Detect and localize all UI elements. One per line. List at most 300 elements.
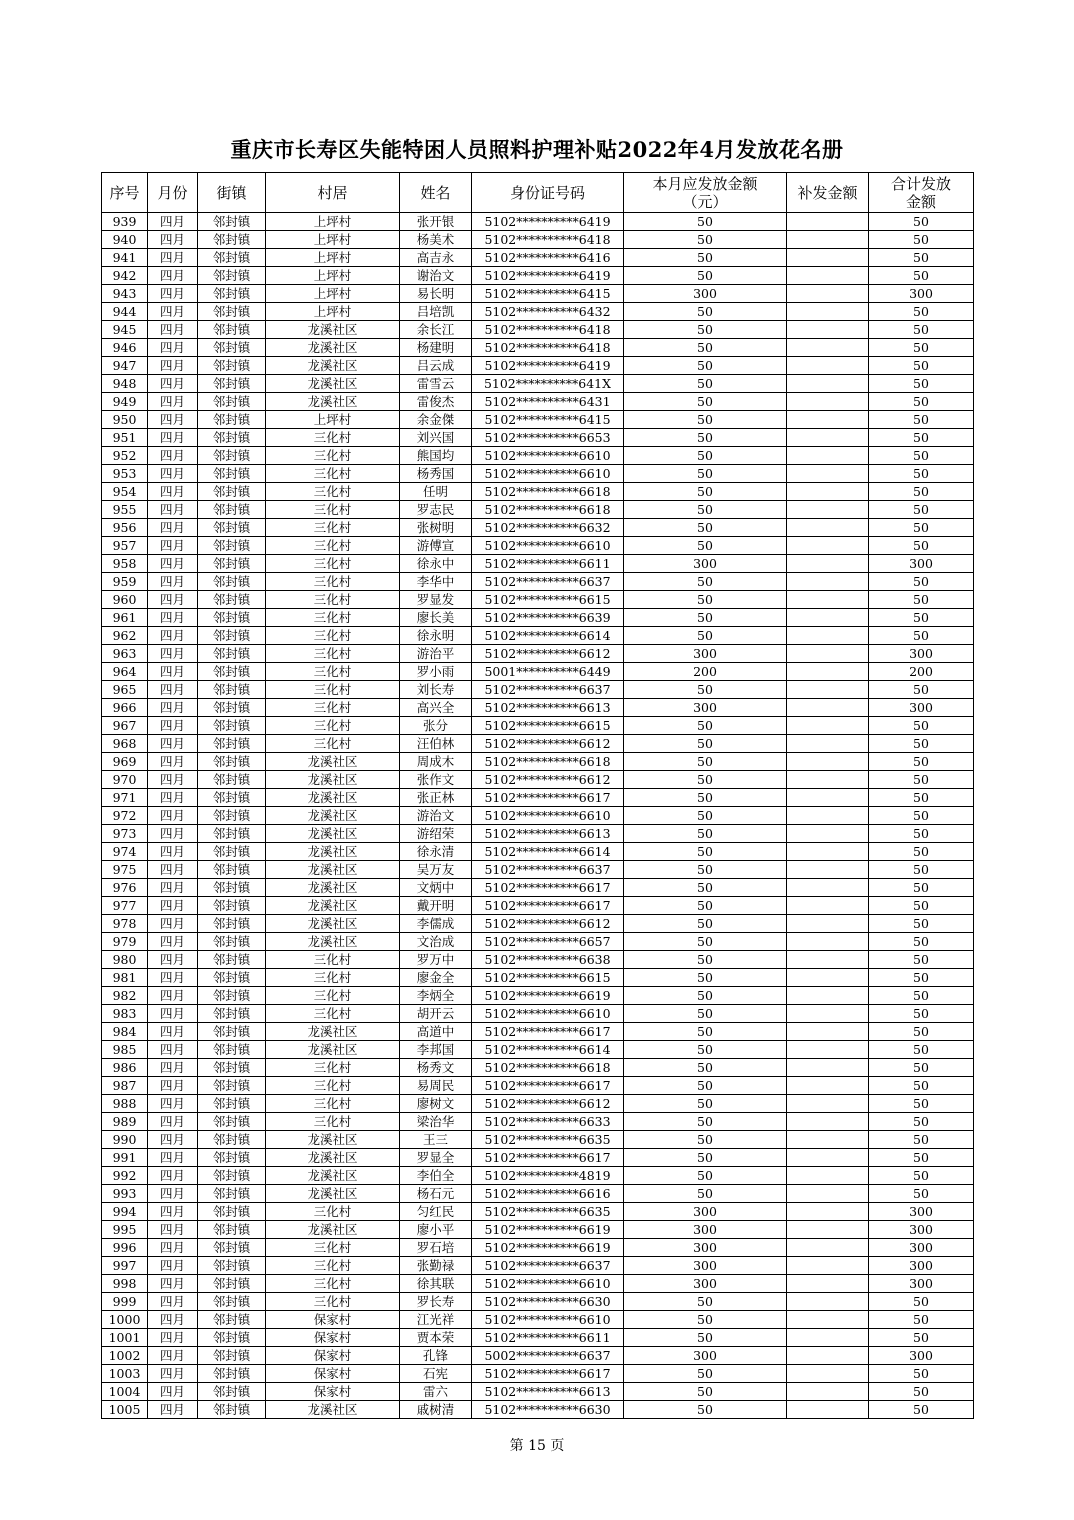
cell-town: 邻封镇: [198, 1329, 266, 1347]
cell-total-amount: 50: [869, 1005, 974, 1023]
cell-village: 龙溪社区: [266, 753, 400, 771]
cell-town: 邻封镇: [198, 609, 266, 627]
cell-total-amount: 50: [869, 969, 974, 987]
cell-total-amount: 50: [869, 1113, 974, 1131]
cell-monthly-amount: 50: [624, 411, 787, 429]
cell-town: 邻封镇: [198, 501, 266, 519]
cell-village: 三化村: [266, 951, 400, 969]
cell-supplement-amount: [787, 735, 869, 753]
cell-index: 979: [102, 933, 148, 951]
cell-monthly-amount: 50: [624, 843, 787, 861]
cell-month: 四月: [148, 717, 198, 735]
cell-month: 四月: [148, 303, 198, 321]
cell-total-amount: 50: [869, 465, 974, 483]
table-row: [102, 1293, 974, 1311]
cell-town: 邻封镇: [198, 447, 266, 465]
cell-town: 邻封镇: [198, 429, 266, 447]
cell-month: 四月: [148, 1131, 198, 1149]
cell-id-number: 5102**********6610: [472, 1311, 624, 1329]
cell-town: 邻封镇: [198, 1221, 266, 1239]
cell-monthly-amount: 50: [624, 1023, 787, 1041]
cell-index: 943: [102, 285, 148, 303]
cell-id-number: 5102**********6611: [472, 1329, 624, 1347]
cell-month: 四月: [148, 735, 198, 753]
cell-supplement-amount: [787, 1257, 869, 1275]
cell-town: 邻封镇: [198, 735, 266, 753]
cell-index: 964: [102, 663, 148, 681]
cell-village: 龙溪社区: [266, 771, 400, 789]
table-row: [102, 573, 974, 591]
cell-month: 四月: [148, 1005, 198, 1023]
cell-village: 三化村: [266, 699, 400, 717]
cell-village: 三化村: [266, 501, 400, 519]
cell-name: 李炳全: [400, 987, 472, 1005]
cell-month: 四月: [148, 1365, 198, 1383]
cell-total-amount: 50: [869, 1149, 974, 1167]
cell-total-amount: 300: [869, 645, 974, 663]
cell-index: 939: [102, 213, 148, 231]
header-town: 街镇: [198, 173, 266, 213]
table-row: [102, 1329, 974, 1347]
cell-month: 四月: [148, 1401, 198, 1419]
cell-town: 邻封镇: [198, 699, 266, 717]
cell-name: 廖小平: [400, 1221, 472, 1239]
cell-month: 四月: [148, 771, 198, 789]
cell-name: 江光祥: [400, 1311, 472, 1329]
table-row: [102, 645, 974, 663]
cell-supplement-amount: [787, 717, 869, 735]
cell-total-amount: 300: [869, 699, 974, 717]
cell-town: 邻封镇: [198, 1257, 266, 1275]
cell-town: 邻封镇: [198, 483, 266, 501]
table-row: [102, 699, 974, 717]
cell-total-amount: 50: [869, 321, 974, 339]
cell-id-number: 5102**********6613: [472, 1383, 624, 1401]
cell-index: 957: [102, 537, 148, 555]
cell-supplement-amount: [787, 969, 869, 987]
cell-name: 孔锋: [400, 1347, 472, 1365]
cell-village: 龙溪社区: [266, 861, 400, 879]
cell-name: 周成木: [400, 753, 472, 771]
cell-total-amount: 50: [869, 1059, 974, 1077]
cell-monthly-amount: 50: [624, 1401, 787, 1419]
cell-village: 三化村: [266, 519, 400, 537]
cell-name: 罗显全: [400, 1149, 472, 1167]
cell-month: 四月: [148, 1239, 198, 1257]
cell-index: 985: [102, 1041, 148, 1059]
cell-village: 龙溪社区: [266, 321, 400, 339]
cell-id-number: 5102**********6618: [472, 483, 624, 501]
cell-name: 罗长寿: [400, 1293, 472, 1311]
table-row: [102, 1221, 974, 1239]
cell-monthly-amount: 50: [624, 465, 787, 483]
cell-index: 944: [102, 303, 148, 321]
cell-monthly-amount: 50: [624, 1185, 787, 1203]
cell-id-number: 5102**********6419: [472, 357, 624, 375]
cell-town: 邻封镇: [198, 771, 266, 789]
cell-monthly-amount: 50: [624, 933, 787, 951]
cell-town: 邻封镇: [198, 807, 266, 825]
cell-id-number: 5102**********6418: [472, 339, 624, 357]
cell-village: 三化村: [266, 1005, 400, 1023]
cell-month: 四月: [148, 339, 198, 357]
cell-index: 986: [102, 1059, 148, 1077]
cell-index: 973: [102, 825, 148, 843]
cell-id-number: 5102**********6613: [472, 699, 624, 717]
cell-name: 罗小雨: [400, 663, 472, 681]
cell-monthly-amount: 50: [624, 717, 787, 735]
cell-month: 四月: [148, 321, 198, 339]
cell-village: 三化村: [266, 447, 400, 465]
cell-supplement-amount: [787, 591, 869, 609]
cell-id-number: 5102**********6611: [472, 555, 624, 573]
cell-index: 990: [102, 1131, 148, 1149]
cell-id-number: 5102**********641X: [472, 375, 624, 393]
cell-name: 胡开云: [400, 1005, 472, 1023]
cell-id-number: 5102**********6431: [472, 393, 624, 411]
cell-monthly-amount: 50: [624, 879, 787, 897]
header-monthly-amount: 本月应发放金额（元）: [624, 173, 787, 213]
cell-town: 邻封镇: [198, 519, 266, 537]
cell-village: 保家村: [266, 1365, 400, 1383]
cell-index: 971: [102, 789, 148, 807]
cell-month: 四月: [148, 1203, 198, 1221]
cell-id-number: 5102**********6653: [472, 429, 624, 447]
cell-supplement-amount: [787, 699, 869, 717]
cell-index: 1005: [102, 1401, 148, 1419]
cell-town: 邻封镇: [198, 1275, 266, 1293]
cell-month: 四月: [148, 951, 198, 969]
table-row: [102, 537, 974, 555]
cell-supplement-amount: [787, 1131, 869, 1149]
cell-town: 邻封镇: [198, 1113, 266, 1131]
cell-id-number: 5102**********6612: [472, 735, 624, 753]
cell-id-number: 5102**********6418: [472, 231, 624, 249]
cell-town: 邻封镇: [198, 825, 266, 843]
cell-id-number: 5102**********6633: [472, 1113, 624, 1131]
cell-monthly-amount: 50: [624, 1131, 787, 1149]
cell-index: 972: [102, 807, 148, 825]
table-row: [102, 375, 974, 393]
cell-village: 龙溪社区: [266, 825, 400, 843]
cell-monthly-amount: 50: [624, 735, 787, 753]
cell-id-number: 5102**********6416: [472, 249, 624, 267]
cell-total-amount: 50: [869, 339, 974, 357]
cell-month: 四月: [148, 861, 198, 879]
cell-supplement-amount: [787, 663, 869, 681]
cell-supplement-amount: [787, 483, 869, 501]
cell-monthly-amount: 300: [624, 555, 787, 573]
cell-supplement-amount: [787, 1023, 869, 1041]
table-row: [102, 393, 974, 411]
cell-month: 四月: [148, 267, 198, 285]
table-row: [102, 591, 974, 609]
cell-village: 龙溪社区: [266, 933, 400, 951]
cell-total-amount: 50: [869, 789, 974, 807]
table-row: [102, 609, 974, 627]
table-row: [102, 681, 974, 699]
table-row: [102, 951, 974, 969]
cell-village: 保家村: [266, 1311, 400, 1329]
table-row: [102, 501, 974, 519]
cell-month: 四月: [148, 1221, 198, 1239]
cell-village: 上坪村: [266, 249, 400, 267]
cell-total-amount: 300: [869, 1239, 974, 1257]
cell-index: 999: [102, 1293, 148, 1311]
table-row: [102, 465, 974, 483]
table-row: [102, 1275, 974, 1293]
cell-monthly-amount: 50: [624, 573, 787, 591]
cell-town: 邻封镇: [198, 1095, 266, 1113]
cell-total-amount: 50: [869, 933, 974, 951]
cell-month: 四月: [148, 1347, 198, 1365]
cell-name: 任明: [400, 483, 472, 501]
cell-index: 978: [102, 915, 148, 933]
cell-name: 雷六: [400, 1383, 472, 1401]
cell-supplement-amount: [787, 519, 869, 537]
cell-town: 邻封镇: [198, 843, 266, 861]
cell-total-amount: 50: [869, 357, 974, 375]
cell-village: 龙溪社区: [266, 1149, 400, 1167]
cell-monthly-amount: 50: [624, 1095, 787, 1113]
cell-village: 上坪村: [266, 231, 400, 249]
cell-supplement-amount: [787, 465, 869, 483]
cell-monthly-amount: 300: [624, 1347, 787, 1365]
cell-name: 张分: [400, 717, 472, 735]
cell-total-amount: 50: [869, 951, 974, 969]
cell-supplement-amount: [787, 501, 869, 519]
table-row: [102, 933, 974, 951]
cell-month: 四月: [148, 591, 198, 609]
cell-monthly-amount: 50: [624, 951, 787, 969]
cell-id-number: 5102**********6632: [472, 519, 624, 537]
cell-id-number: 5102**********6617: [472, 1149, 624, 1167]
cell-index: 955: [102, 501, 148, 519]
cell-index: 980: [102, 951, 148, 969]
cell-name: 张作文: [400, 771, 472, 789]
table-row: [102, 897, 974, 915]
cell-town: 邻封镇: [198, 339, 266, 357]
cell-village: 三化村: [266, 1257, 400, 1275]
cell-village: 三化村: [266, 969, 400, 987]
cell-village: 龙溪社区: [266, 897, 400, 915]
cell-name: 李儒成: [400, 915, 472, 933]
cell-supplement-amount: [787, 1347, 869, 1365]
table-row: [102, 357, 974, 375]
cell-id-number: 5102**********6419: [472, 213, 624, 231]
cell-village: 三化村: [266, 1059, 400, 1077]
cell-village: 三化村: [266, 987, 400, 1005]
cell-monthly-amount: 50: [624, 357, 787, 375]
table-row: [102, 915, 974, 933]
cell-name: 匀红民: [400, 1203, 472, 1221]
cell-id-number: 5102**********6617: [472, 1023, 624, 1041]
cell-month: 四月: [148, 915, 198, 933]
cell-name: 刘长寿: [400, 681, 472, 699]
cell-id-number: 5102**********6616: [472, 1185, 624, 1203]
cell-month: 四月: [148, 663, 198, 681]
cell-total-amount: 50: [869, 717, 974, 735]
cell-village: 三化村: [266, 1077, 400, 1095]
cell-village: 三化村: [266, 573, 400, 591]
table-row: [102, 1131, 974, 1149]
cell-total-amount: 50: [869, 771, 974, 789]
cell-village: 龙溪社区: [266, 915, 400, 933]
cell-supplement-amount: [787, 1383, 869, 1401]
cell-month: 四月: [148, 537, 198, 555]
cell-village: 三化村: [266, 429, 400, 447]
cell-month: 四月: [148, 447, 198, 465]
cell-total-amount: 50: [869, 1365, 974, 1383]
cell-id-number: 5102**********6618: [472, 1059, 624, 1077]
cell-month: 四月: [148, 681, 198, 699]
cell-index: 977: [102, 897, 148, 915]
cell-monthly-amount: 50: [624, 1293, 787, 1311]
cell-monthly-amount: 50: [624, 915, 787, 933]
cell-village: 上坪村: [266, 213, 400, 231]
cell-supplement-amount: [787, 771, 869, 789]
cell-town: 邻封镇: [198, 303, 266, 321]
cell-name: 易周民: [400, 1077, 472, 1095]
cell-total-amount: 50: [869, 987, 974, 1005]
cell-index: 1001: [102, 1329, 148, 1347]
table-row: [102, 1005, 974, 1023]
table-row: [102, 1077, 974, 1095]
cell-index: 967: [102, 717, 148, 735]
cell-monthly-amount: 50: [624, 393, 787, 411]
table-row: [102, 753, 974, 771]
cell-id-number: 5102**********6657: [472, 933, 624, 951]
cell-village: 保家村: [266, 1383, 400, 1401]
cell-supplement-amount: [787, 213, 869, 231]
cell-town: 邻封镇: [198, 1365, 266, 1383]
cell-id-number: 5102**********6635: [472, 1203, 624, 1221]
cell-month: 四月: [148, 609, 198, 627]
cell-village: 三化村: [266, 1095, 400, 1113]
cell-supplement-amount: [787, 1329, 869, 1347]
cell-village: 上坪村: [266, 285, 400, 303]
cell-village: 龙溪社区: [266, 843, 400, 861]
cell-month: 四月: [148, 843, 198, 861]
table-row: [102, 1149, 974, 1167]
cell-id-number: 5102**********6637: [472, 573, 624, 591]
cell-index: 984: [102, 1023, 148, 1041]
cell-index: 989: [102, 1113, 148, 1131]
cell-total-amount: 50: [869, 1077, 974, 1095]
cell-id-number: 5102**********6432: [472, 303, 624, 321]
cell-index: 962: [102, 627, 148, 645]
cell-town: 邻封镇: [198, 753, 266, 771]
table-row: [102, 663, 974, 681]
cell-town: 邻封镇: [198, 285, 266, 303]
cell-total-amount: 50: [869, 483, 974, 501]
cell-village: 保家村: [266, 1347, 400, 1365]
table-row: [102, 321, 974, 339]
cell-index: 1002: [102, 1347, 148, 1365]
cell-id-number: 5102**********6419: [472, 267, 624, 285]
cell-month: 四月: [148, 1167, 198, 1185]
cell-id-number: 5102**********6610: [472, 465, 624, 483]
table-row: [102, 879, 974, 897]
cell-name: 杨美术: [400, 231, 472, 249]
cell-monthly-amount: 50: [624, 231, 787, 249]
cell-supplement-amount: [787, 645, 869, 663]
cell-town: 邻封镇: [198, 627, 266, 645]
cell-town: 邻封镇: [198, 231, 266, 249]
table-row: [102, 519, 974, 537]
cell-supplement-amount: [787, 1167, 869, 1185]
cell-id-number: 5102**********6415: [472, 411, 624, 429]
cell-month: 四月: [148, 573, 198, 591]
cell-total-amount: 300: [869, 1275, 974, 1293]
cell-id-number: 5002**********6637: [472, 1347, 624, 1365]
cell-name: 罗志民: [400, 501, 472, 519]
cell-month: 四月: [148, 933, 198, 951]
cell-monthly-amount: 300: [624, 645, 787, 663]
table-row: [102, 1041, 974, 1059]
cell-index: 997: [102, 1257, 148, 1275]
cell-month: 四月: [148, 1311, 198, 1329]
cell-monthly-amount: 50: [624, 1365, 787, 1383]
cell-name: 文炳中: [400, 879, 472, 897]
cell-month: 四月: [148, 555, 198, 573]
cell-total-amount: 50: [869, 249, 974, 267]
cell-name: 游绍荣: [400, 825, 472, 843]
cell-index: 968: [102, 735, 148, 753]
cell-supplement-amount: [787, 951, 869, 969]
cell-town: 邻封镇: [198, 1077, 266, 1095]
cell-name: 廖金全: [400, 969, 472, 987]
cell-name: 杨石元: [400, 1185, 472, 1203]
cell-town: 邻封镇: [198, 1131, 266, 1149]
cell-village: 三化村: [266, 627, 400, 645]
cell-month: 四月: [148, 1023, 198, 1041]
cell-name: 徐永明: [400, 627, 472, 645]
cell-village: 三化村: [266, 483, 400, 501]
cell-id-number: 5102**********6618: [472, 753, 624, 771]
cell-month: 四月: [148, 213, 198, 231]
table-row: [102, 1185, 974, 1203]
cell-name: 罗显发: [400, 591, 472, 609]
cell-id-number: 5001**********6449: [472, 663, 624, 681]
cell-monthly-amount: 50: [624, 1149, 787, 1167]
cell-id-number: 5102**********6630: [472, 1401, 624, 1419]
cell-village: 三化村: [266, 1239, 400, 1257]
cell-supplement-amount: [787, 825, 869, 843]
cell-monthly-amount: 200: [624, 663, 787, 681]
cell-name: 徐永清: [400, 843, 472, 861]
cell-town: 邻封镇: [198, 1293, 266, 1311]
cell-id-number: 5102**********6610: [472, 447, 624, 465]
document-title: 重庆市长寿区失能特困人员照料护理补贴2022年4月发放花名册: [230, 137, 844, 162]
table-body: [102, 213, 974, 1419]
cell-name: 游治平: [400, 645, 472, 663]
table-row: [102, 1257, 974, 1275]
cell-supplement-amount: [787, 303, 869, 321]
cell-total-amount: 300: [869, 1221, 974, 1239]
cell-name: 王三: [400, 1131, 472, 1149]
cell-month: 四月: [148, 1113, 198, 1131]
cell-month: 四月: [148, 807, 198, 825]
cell-town: 邻封镇: [198, 717, 266, 735]
cell-month: 四月: [148, 249, 198, 267]
cell-monthly-amount: 50: [624, 681, 787, 699]
cell-total-amount: 50: [869, 267, 974, 285]
cell-id-number: 5102**********6612: [472, 1095, 624, 1113]
cell-monthly-amount: 50: [624, 249, 787, 267]
cell-id-number: 5102**********6619: [472, 1221, 624, 1239]
cell-town: 邻封镇: [198, 861, 266, 879]
